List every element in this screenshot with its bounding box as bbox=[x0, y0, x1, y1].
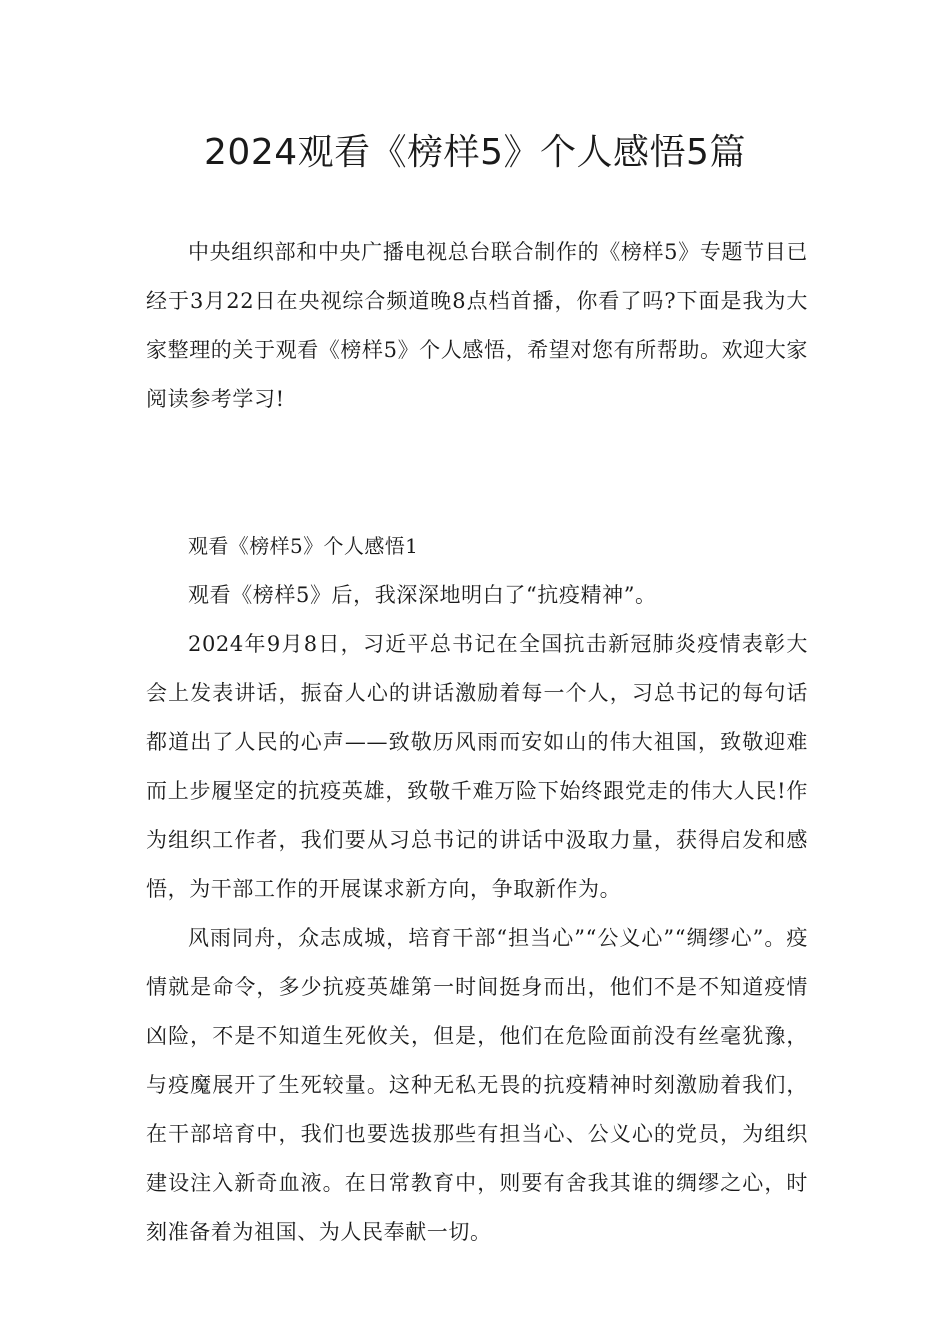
body-paragraph: 风雨同舟，众志成城，培育干部“担当心”“公义心”“绸缪心”。疫情就是命令，多少抗疫英雄第一时间挺身而出，他们不是不知道疫情凶险，不是不知道生死攸关，但是，他们在危险面前没有丝毫犹豫，与疫魔展开了生死较量。这种无私无畏的抗疫精神时刻激励着我们，在干部培育中，我们也要选拔那些有担当心、公义心的党员，为组织建设注入新奇血液。在日常教育中，则要有舍我其谁的绸缪之心，时刻准备着为祖国、为人民奉献一切。 bbox=[146, 926, 808, 1244]
document-body bbox=[146, 228, 808, 1257]
section-spacer bbox=[146, 424, 808, 522]
document-title: 2024观看《榜样5》个人感悟5篇 bbox=[204, 132, 746, 173]
body-paragraph: 观看《榜样5》后，我深深地明白了“抗疫精神”。 bbox=[188, 583, 657, 607]
intro-paragraph: 中央组织部和中央广播电视总台联合制作的《榜样5》专题节目已经于3月22日在央视综合频道晚8点档首播，你看了吗?下面是我为大家整理的关于观看《榜样5》个人感悟，希望对您有所帮助。欢迎大家阅读参考学习! bbox=[146, 240, 808, 411]
section-heading: 观看《榜样5》个人感悟1 bbox=[188, 534, 419, 558]
body-paragraph: 2024年9月8日，习近平总书记在全国抗击新冠肺炎疫情表彰大会上发表讲话，振奋人心的讲话激励着每一个人，习总书记的每句话都道出了人民的心声——致敬历风雨而安如山的伟大祖国，致敬迎难而上步履坚定的抗疫英雄，致敬千难万险下始终跟党走的伟大人民!作为组织工作者，我们要从习总书记的讲话中汲取力量，获得启发和感悟，为干部工作的开展谋求新方向，争取新作为。 bbox=[146, 632, 808, 901]
